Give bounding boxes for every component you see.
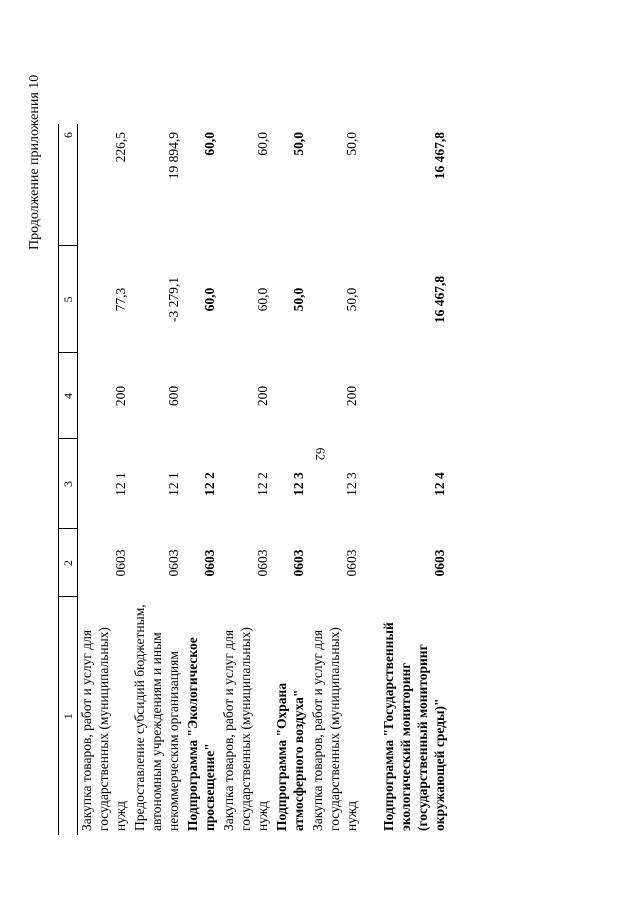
cell-c6: 16 467,8	[432, 132, 447, 180]
column-header: 4	[59, 353, 78, 439]
table-row	[78, 124, 132, 835]
row-label: Закупка товаров, работ и услуг для государственных (муниципальных) нужд	[310, 627, 359, 831]
cell-c4	[380, 353, 450, 439]
row-label: Закупка товаров, работ и услуг для государственных (муниципальных) нужд	[79, 627, 128, 831]
cell-c4	[184, 353, 220, 439]
cell-c4: 200	[255, 385, 270, 407]
cell-c4: 200	[113, 385, 128, 407]
row-label: Подпрограмма "Государственный экологический мониторинг (государственный мониторинг окружающей среды)"	[381, 622, 447, 831]
cell-c5: 50,0	[291, 287, 306, 312]
cell-c3: 12 2	[202, 472, 217, 496]
table-row	[184, 124, 220, 835]
cell-c6: 50,0	[344, 132, 359, 156]
table-row	[380, 124, 450, 835]
cell-c3: 12 2	[255, 472, 270, 496]
row-label: Закупка товаров, работ и услуг для государственных (муниципальных) нужд	[221, 627, 270, 831]
table-row	[309, 124, 362, 835]
cell-c2: 0603	[202, 549, 217, 577]
cell-c3: 12 1	[166, 472, 181, 496]
column-header: 2	[59, 529, 78, 597]
cell-c5: 60,0	[202, 287, 217, 312]
cell-c3: 12 3	[291, 472, 306, 496]
column-header: 5	[59, 246, 78, 353]
cell-c3: 12 3	[344, 472, 359, 496]
table-row	[220, 124, 273, 835]
table-header-row	[59, 124, 78, 835]
cell-c6: 226,5	[113, 132, 128, 163]
table-row	[131, 124, 184, 835]
cell-c5: 50,0	[344, 287, 359, 312]
cell-c4	[273, 353, 309, 439]
cell-c6: 60,0	[255, 132, 270, 156]
cell-c2: 0603	[255, 549, 270, 577]
column-header: 3	[59, 439, 78, 529]
cell-c4: 200	[344, 385, 359, 407]
cell-c5: -3 279,1	[166, 277, 181, 322]
cell-c3: 12 4	[432, 472, 447, 496]
page-number: 62	[313, 447, 328, 461]
cell-c2: 0603	[291, 549, 306, 577]
cell-c5: 60,0	[255, 287, 270, 312]
cell-c6: 19 894,9	[166, 132, 181, 180]
cell-c6: 60,0	[202, 132, 217, 156]
budget-table	[58, 124, 450, 835]
row-label: Подпрограмма "Экологическое просвещение"	[185, 637, 217, 831]
row-label: Подпрограмма "Охрана атмосферного воздуха"	[274, 682, 306, 831]
column-header: 6	[59, 124, 78, 246]
cell-c6: 50,0	[291, 132, 306, 156]
cell-c2: 0603	[113, 549, 128, 577]
table-row	[273, 124, 309, 835]
cell-c2: 0603	[166, 549, 181, 577]
continuation-note: Продолжение приложения 10	[27, 74, 42, 250]
column-header: 1	[59, 597, 78, 835]
cell-c5: 16 467,8	[432, 275, 447, 324]
cell-c2: 0603	[344, 549, 359, 577]
cell-c5: 77,3	[113, 287, 128, 312]
cell-c3: 12 1	[113, 472, 128, 496]
cell-c2: 0603	[432, 549, 447, 577]
row-label: Предоставление субсидий бюджетным, автономным учреждениям и иным некоммерческим организациям	[132, 604, 181, 831]
cell-c4: 600	[166, 385, 181, 407]
